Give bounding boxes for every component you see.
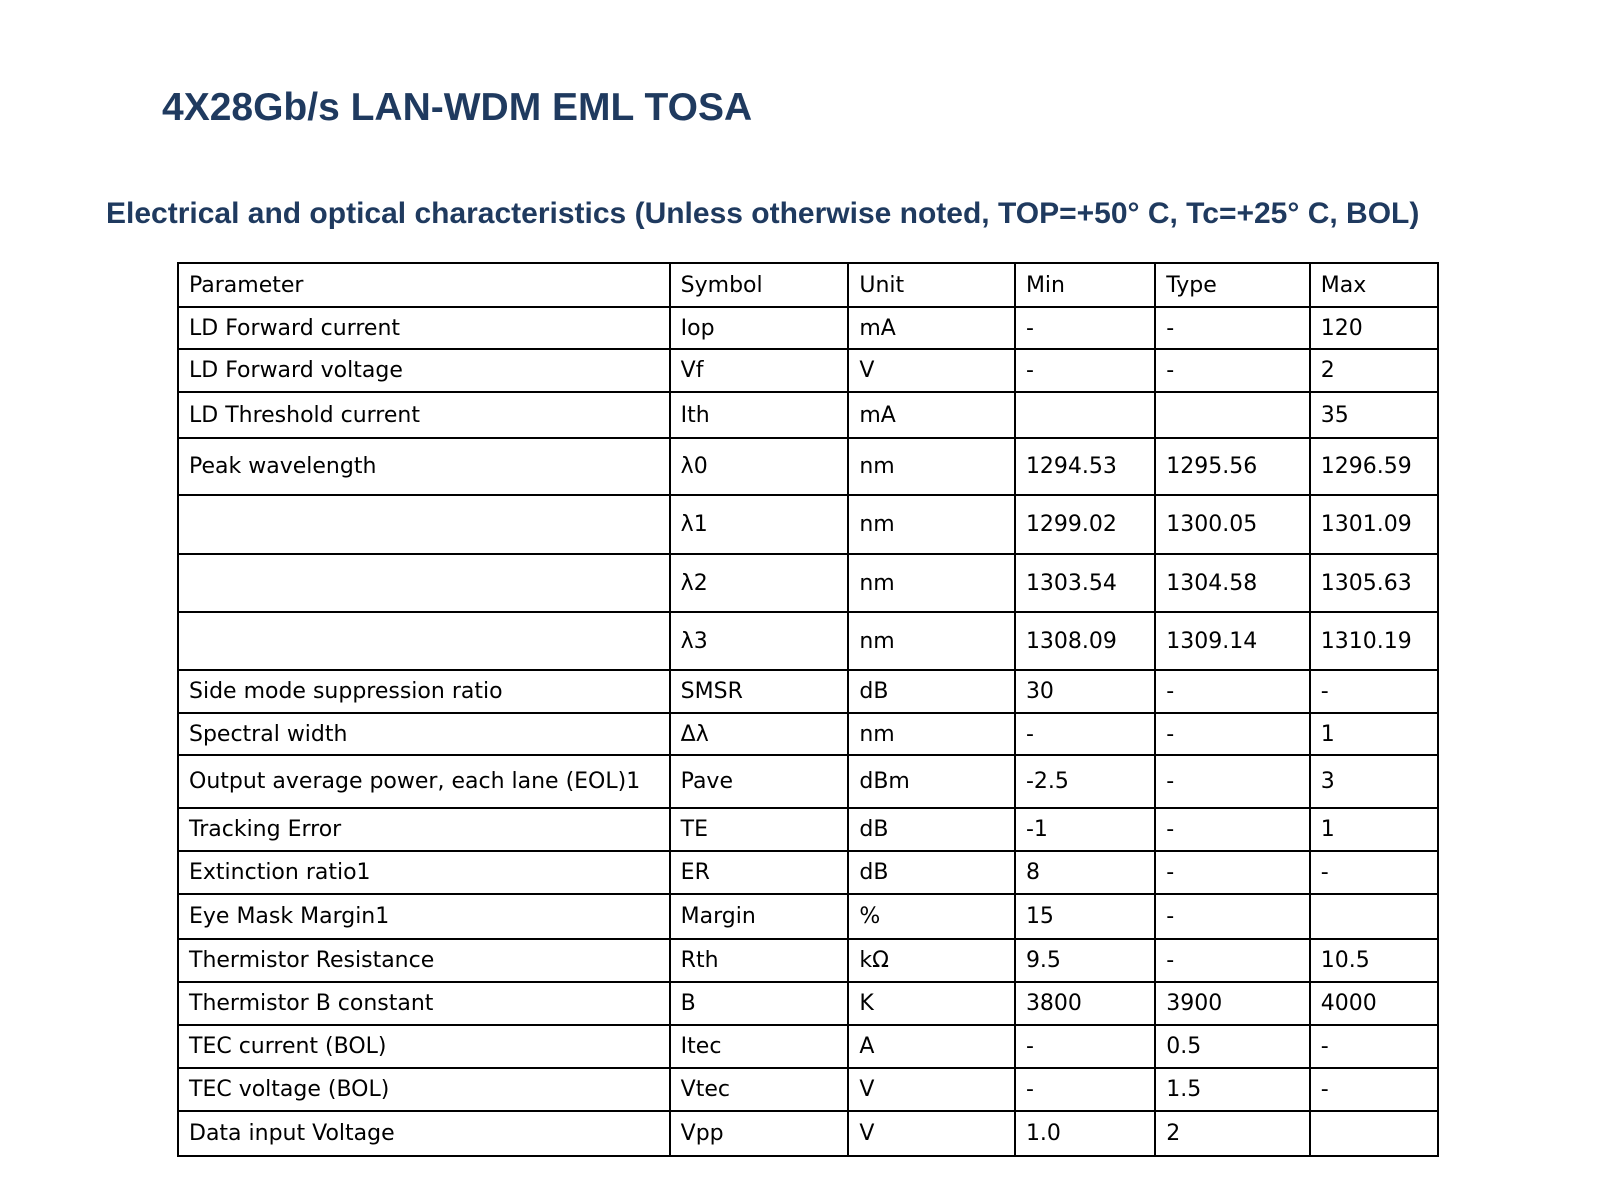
cell-symbol: λ1: [670, 495, 849, 554]
cell-max: [1310, 894, 1438, 939]
cell-parameter: LD Forward voltage: [178, 349, 670, 392]
cell-unit: nm: [848, 495, 1015, 554]
cell-max: -: [1310, 851, 1438, 894]
cell-min: 1303.54: [1015, 554, 1155, 612]
cell-type: 1295.56: [1155, 438, 1309, 495]
table-row: [178, 1111, 1438, 1156]
cell-unit: %: [848, 894, 1015, 939]
cell-unit: K: [848, 982, 1015, 1025]
cell-min: 1294.53: [1015, 438, 1155, 495]
cell-type: 1.5: [1155, 1068, 1309, 1111]
cell-parameter: [178, 612, 670, 670]
cell-unit: nm: [848, 612, 1015, 670]
cell-unit: dB: [848, 670, 1015, 713]
cell-min: -: [1015, 713, 1155, 755]
table-row: [178, 438, 1438, 495]
cell-parameter: Thermistor Resistance: [178, 939, 670, 982]
cell-symbol: SMSR: [670, 670, 849, 713]
header-cell-parameter: Parameter: [178, 263, 670, 307]
cell-max: 1305.63: [1310, 554, 1438, 612]
cell-min: -: [1015, 349, 1155, 392]
page-title: 4X28Gb/s LAN-WDM EML TOSA: [162, 86, 753, 129]
cell-symbol: Rth: [670, 939, 849, 982]
table-row: [178, 1068, 1438, 1111]
cell-type: -: [1155, 713, 1309, 755]
cell-max: [1310, 1111, 1438, 1156]
cell-unit: A: [848, 1025, 1015, 1068]
cell-parameter: TEC current (BOL): [178, 1025, 670, 1068]
table-row: [178, 939, 1438, 982]
cell-min: 1.0: [1015, 1111, 1155, 1156]
cell-parameter: Tracking Error: [178, 808, 670, 851]
cell-parameter: Side mode suppression ratio: [178, 670, 670, 713]
table-row: [178, 894, 1438, 939]
cell-type: 0.5: [1155, 1025, 1309, 1068]
cell-parameter: Spectral width: [178, 713, 670, 755]
cell-parameter: Thermistor B constant: [178, 982, 670, 1025]
cell-max: 10.5: [1310, 939, 1438, 982]
cell-min: 3800: [1015, 982, 1155, 1025]
cell-unit: kΩ: [848, 939, 1015, 982]
cell-max: 3: [1310, 755, 1438, 808]
cell-min: 9.5: [1015, 939, 1155, 982]
cell-min: -: [1015, 1068, 1155, 1111]
cell-symbol: Pave: [670, 755, 849, 808]
cell-symbol: λ3: [670, 612, 849, 670]
cell-max: -: [1310, 1025, 1438, 1068]
cell-min: 30: [1015, 670, 1155, 713]
cell-min: -: [1015, 1025, 1155, 1068]
cell-max: -: [1310, 670, 1438, 713]
cell-type: -: [1155, 894, 1309, 939]
cell-min: -: [1015, 307, 1155, 349]
cell-symbol: Ith: [670, 392, 849, 438]
cell-symbol: TE: [670, 808, 849, 851]
table-row: [178, 554, 1438, 612]
cell-type: [1155, 392, 1309, 438]
cell-max: 1301.09: [1310, 495, 1438, 554]
cell-unit: mA: [848, 392, 1015, 438]
table-row: [178, 349, 1438, 392]
cell-symbol: B: [670, 982, 849, 1025]
table-row: [178, 713, 1438, 755]
table-header-row: [178, 263, 1438, 307]
cell-symbol: Iop: [670, 307, 849, 349]
cell-unit: dB: [848, 808, 1015, 851]
cell-parameter: Output average power, each lane (EOL)1: [178, 755, 670, 808]
cell-symbol: ER: [670, 851, 849, 894]
cell-type: -: [1155, 349, 1309, 392]
cell-min: [1015, 392, 1155, 438]
cell-type: 1309.14: [1155, 612, 1309, 670]
table-body: [178, 263, 1438, 1156]
cell-min: 15: [1015, 894, 1155, 939]
cell-type: -: [1155, 670, 1309, 713]
cell-max: 1: [1310, 808, 1438, 851]
cell-min: -1: [1015, 808, 1155, 851]
cell-symbol: λ0: [670, 438, 849, 495]
table-row: [178, 307, 1438, 349]
cell-parameter: TEC voltage (BOL): [178, 1068, 670, 1111]
cell-unit: dB: [848, 851, 1015, 894]
section-subtitle: Electrical and optical characteristics (Unless otherwise noted, TOP=+50° C, Tc=+25° C, BOL): [106, 197, 1420, 230]
cell-parameter: Peak wavelength: [178, 438, 670, 495]
header-cell-max: Max: [1310, 263, 1438, 307]
cell-parameter: [178, 554, 670, 612]
cell-max: 35: [1310, 392, 1438, 438]
cell-max: -: [1310, 1068, 1438, 1111]
cell-unit: V: [848, 1068, 1015, 1111]
cell-symbol: Margin: [670, 894, 849, 939]
cell-max: 1: [1310, 713, 1438, 755]
cell-min: 1299.02: [1015, 495, 1155, 554]
cell-unit: nm: [848, 554, 1015, 612]
cell-unit: V: [848, 1111, 1015, 1156]
cell-type: 3900: [1155, 982, 1309, 1025]
header-cell-min: Min: [1015, 263, 1155, 307]
cell-type: 2: [1155, 1111, 1309, 1156]
cell-max: 4000: [1310, 982, 1438, 1025]
cell-symbol: λ2: [670, 554, 849, 612]
cell-parameter: Data input Voltage: [178, 1111, 670, 1156]
table-row: [178, 851, 1438, 894]
table-row: [178, 755, 1438, 808]
cell-unit: mA: [848, 307, 1015, 349]
cell-type: 1300.05: [1155, 495, 1309, 554]
cell-max: 120: [1310, 307, 1438, 349]
cell-min: -2.5: [1015, 755, 1155, 808]
table-row: [178, 1025, 1438, 1068]
cell-unit: V: [848, 349, 1015, 392]
table-row: [178, 495, 1438, 554]
cell-min: 8: [1015, 851, 1155, 894]
cell-max: 1296.59: [1310, 438, 1438, 495]
table-row: [178, 392, 1438, 438]
cell-parameter: [178, 495, 670, 554]
cell-max: 1310.19: [1310, 612, 1438, 670]
cell-unit: dBm: [848, 755, 1015, 808]
cell-type: -: [1155, 307, 1309, 349]
header-cell-symbol: Symbol: [670, 263, 849, 307]
cell-symbol: Vf: [670, 349, 849, 392]
cell-symbol: Vtec: [670, 1068, 849, 1111]
table-row: [178, 982, 1438, 1025]
cell-unit: nm: [848, 713, 1015, 755]
cell-type: -: [1155, 939, 1309, 982]
cell-min: 1308.09: [1015, 612, 1155, 670]
cell-max: 2: [1310, 349, 1438, 392]
table-row: [178, 808, 1438, 851]
cell-type: -: [1155, 851, 1309, 894]
cell-parameter: LD Threshold current: [178, 392, 670, 438]
cell-unit: nm: [848, 438, 1015, 495]
characteristics-table: [177, 262, 1439, 1157]
table-row: [178, 670, 1438, 713]
table-row: [178, 612, 1438, 670]
cell-parameter: Extinction ratio1: [178, 851, 670, 894]
cell-type: -: [1155, 808, 1309, 851]
cell-type: 1304.58: [1155, 554, 1309, 612]
cell-symbol: Δλ: [670, 713, 849, 755]
cell-type: -: [1155, 755, 1309, 808]
cell-symbol: Itec: [670, 1025, 849, 1068]
header-cell-unit: Unit: [848, 263, 1015, 307]
cell-symbol: Vpp: [670, 1111, 849, 1156]
cell-parameter: LD Forward current: [178, 307, 670, 349]
header-cell-type: Type: [1155, 263, 1309, 307]
cell-parameter: Eye Mask Margin1: [178, 894, 670, 939]
